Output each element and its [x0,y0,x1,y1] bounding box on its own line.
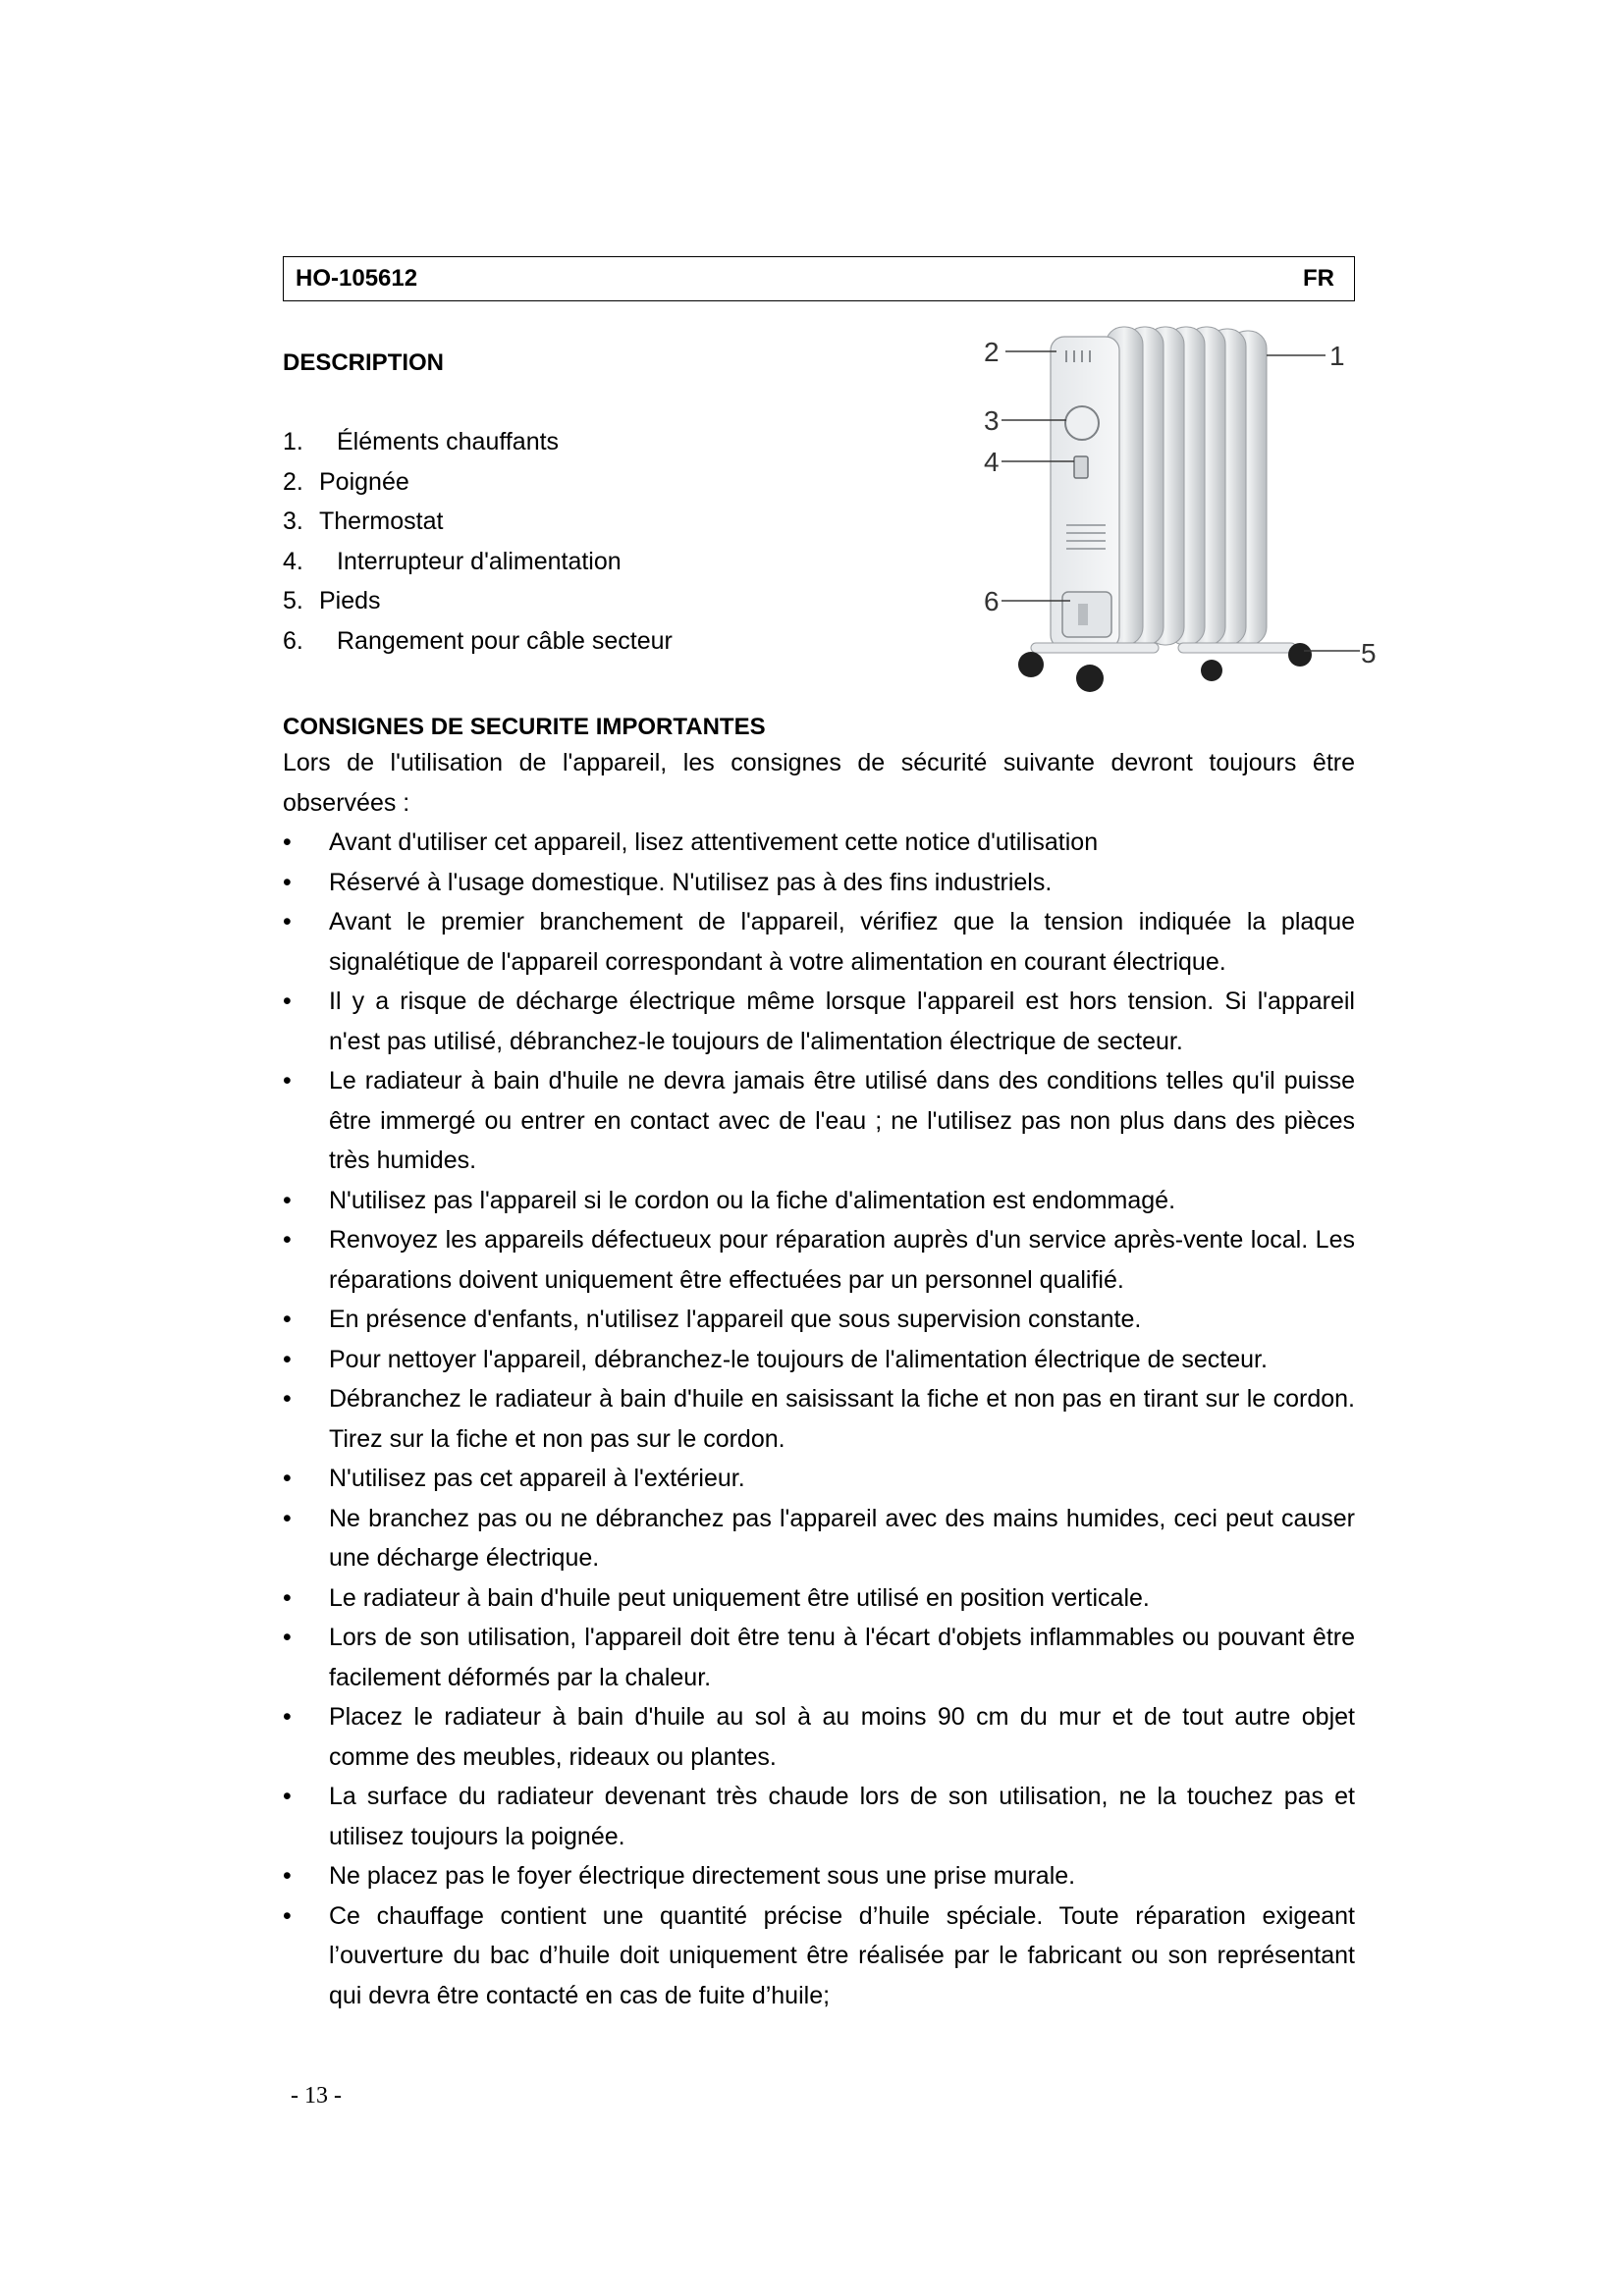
callout-5: 5 [1361,638,1377,668]
model-number: HO-105612 [296,265,418,292]
list-item: • Réservé à l'usage domestique. N'utilisez pas à des fins industriels. [283,863,1355,903]
list-item: • Renvoyez les appareils défectueux pour réparation auprès d'un service après-vente local. Les réparations doivent uniquement être effectuées par un personnel qualifié. [283,1220,1355,1300]
item-label: Poignée [319,467,409,496]
control-panel [1051,337,1119,649]
safety-title: CONSIGNES DE SECURITE IMPORTANTES [283,714,766,740]
thermostat-knob [1065,406,1099,440]
language-code: FR [1303,265,1334,292]
safety-list [283,823,1355,2015]
list-item: • Placez le radiateur à bain d'huile au sol à au moins 90 cm du mur et de tout autre objet comme des meubles, rideaux ou plantes. [283,1697,1355,1777]
radiator-illustration [972,319,1384,712]
list-item: • Il y a risque de décharge électrique même lorsque l'appareil est hors tension. Si l'appareil n'est pas utilisé, débranchez-le toujours de l'alimentation électrique de secteur. [283,982,1355,1061]
item-number: 2. [283,467,303,496]
item-number: 1. [283,428,303,455]
list-item: • En présence d'enfants, n'utilisez l'appareil que sous supervision constante. [283,1300,1355,1340]
list-item: • Ne placez pas le foyer électrique directement sous une prise murale. [283,1856,1355,1896]
page-number: - 13 - [291,2083,342,2109]
list-item: • Lors de son utilisation, l'appareil doit être tenu à l'écart d'objets inflammables ou pouvant être facilement déformés par la chaleur. [283,1618,1355,1697]
list-item: • Le radiateur à bain d'huile peut uniquement être utilisé en position verticale. [283,1578,1355,1619]
item-number: 4. [283,547,303,575]
item-label: Rangement pour câble secteur [337,626,673,655]
list-item: • La surface du radiateur devenant très chaude lors de son utilisation, ne la touchez pas et utilisez toujours la poignée. [283,1777,1355,1856]
item-number: 6. [283,626,303,655]
list-item: • N'utilisez pas l'appareil si le cordon ou la fiche d'alimentation est endommagé. [283,1181,1355,1221]
list-item: • Ce chauffage contient une quantité précise d’huile spéciale. Toute réparation exigeant l’ouverture du bac d’huile doit uniquement être réalisée par le fabricant ou son représentant qui devra être contacté en cas de fuite d’huile; [283,1896,1355,2016]
power-switch [1074,456,1088,478]
callout-2: 2 [984,337,1000,367]
callout-6: 6 [984,586,1000,616]
item-number: 5. [283,587,303,614]
list-item: • Avant d'utiliser cet appareil, lisez attentivement cette notice d'utilisation [283,823,1355,863]
list-item: • Pour nettoyer l'appareil, débranchez-le toujours de l'alimentation électrique de secteur. [283,1340,1355,1380]
header-box [283,256,1355,301]
list-item: • Le radiateur à bain d'huile ne devra jamais être utilisé dans des conditions telles qu'il puisse être immergé ou entrer en contact avec de l'eau ; ne l'utilisez pas non plus dans des pièces très humides. [283,1061,1355,1181]
feet [1018,643,1312,692]
safety-intro: Lors de l'utilisation de l'appareil, les consignes de sécurité suivante devront toujours être observées : [283,749,1355,817]
heating-fins [1106,327,1267,645]
item-label: Interrupteur d'alimentation [337,547,622,575]
list-item: • Avant le premier branchement de l'appareil, vérifiez que la tension indiquée la plaque signalétique de l'appareil correspondant à votre alimentation en courant électrique. [283,902,1355,982]
list-item: • Ne branchez pas ou ne débranchez pas l'appareil avec des mains humides, ceci peut causer une décharge électrique. [283,1499,1355,1578]
item-label: Éléments chauffants [337,428,560,455]
item-number: 3. [283,507,303,535]
list-item: • N'utilisez pas cet appareil à l'extérieur. [283,1459,1355,1499]
list-item: • Débranchez le radiateur à bain d'huile en saisissant la fiche et non pas en tirant sur le cordon. Tirez sur la fiche et non pas sur le cordon. [283,1379,1355,1459]
callout-3: 3 [984,405,1000,436]
callout-4: 4 [984,447,1000,477]
item-label: Pieds [319,587,381,614]
item-label: Thermostat [319,507,444,535]
callout-1: 1 [1329,341,1345,371]
description-title: DESCRIPTION [283,349,445,376]
